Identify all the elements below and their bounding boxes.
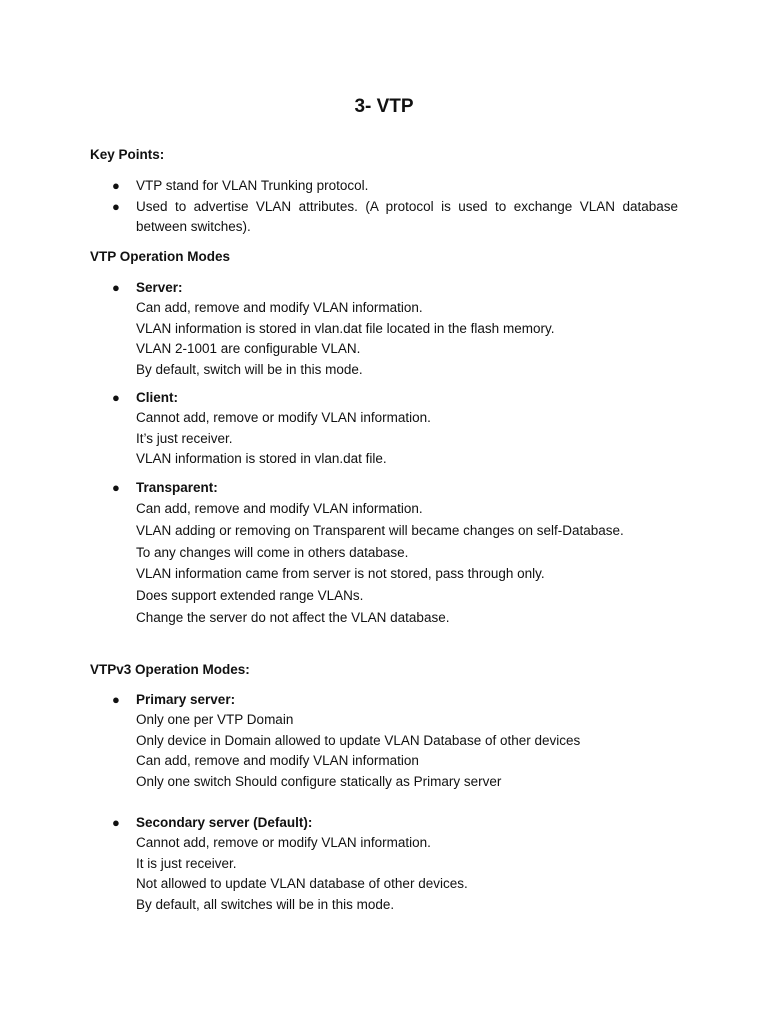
page-title: 3- VTP: [354, 96, 414, 117]
server-mode-label: Server:: [136, 280, 183, 295]
mode-detail-line: Can add, remove and modify VLAN information.: [136, 501, 423, 516]
transparent-mode-label: Transparent:: [136, 480, 218, 495]
mode-detail-line: VLAN information came from server is not stored, pass through only.: [136, 566, 545, 582]
mode-detail-line: Does support extended range VLANs.: [136, 588, 364, 604]
mode-detail-line: Change the server do not affect the VLAN database.: [136, 609, 450, 625]
bullet-icon: ●: [112, 199, 120, 214]
mode-detail-line: VLAN 2-1001 are configurable VLAN.: [136, 341, 361, 356]
bullet-icon: ●: [112, 480, 120, 495]
key-points-heading: Key Points:: [90, 147, 165, 162]
mode-detail-line: Cannot add, remove or modify VLAN information.: [136, 410, 431, 425]
mode-detail-line: By default, switch will be in this mode.: [136, 361, 363, 377]
vtpv3-modes-heading: VTPv3 Operation Modes:: [90, 662, 250, 677]
mode-detail-line: VLAN adding or removing on Transparent will became changes on self-Database.: [136, 522, 624, 538]
client-mode-label: Client:: [136, 390, 178, 405]
mode-detail-line: Cannot add, remove or modify VLAN information.: [136, 835, 431, 850]
mode-detail-line: Can add, remove and modify VLAN information.: [136, 300, 423, 315]
key-point-text: Used to advertise VLAN attributes. (A protocol is used to exchange VLAN database between switches).: [136, 199, 678, 234]
mode-detail-line: Only one per VTP Domain: [136, 712, 294, 727]
primary-server-label: Primary server:: [136, 692, 236, 707]
mode-detail-line: It’s just receiver.: [136, 430, 233, 446]
bullet-icon: ●: [112, 815, 120, 830]
mode-detail-line: VLAN information is stored in vlan.dat file located in the flash memory.: [136, 320, 555, 336]
mode-detail-line: It is just receiver.: [136, 855, 237, 871]
mode-detail-line: Only device in Domain allowed to update VLAN Database of other devices: [136, 732, 581, 748]
secondary-server-label: Secondary server (Default):: [136, 815, 313, 830]
key-point-text: VTP stand for VLAN Trunking protocol.: [136, 178, 369, 193]
vtp-modes-heading: VTP Operation Modes: [90, 249, 231, 264]
mode-detail-line: VLAN information is stored in vlan.dat file.: [136, 451, 387, 466]
bullet-icon: ●: [112, 692, 120, 707]
mode-detail-line: Only one switch Should configure statically as Primary server: [136, 773, 502, 789]
mode-detail-line: To any changes will come in others database.: [136, 544, 409, 560]
mode-detail-line: Not allowed to update VLAN database of other devices.: [136, 876, 468, 891]
mode-detail-line: Can add, remove and modify VLAN information: [136, 753, 419, 768]
mode-detail-line: By default, all switches will be in this mode.: [136, 896, 395, 912]
bullet-icon: ●: [112, 280, 120, 295]
bullet-icon: ●: [112, 178, 120, 193]
bullet-icon: ●: [112, 390, 120, 405]
